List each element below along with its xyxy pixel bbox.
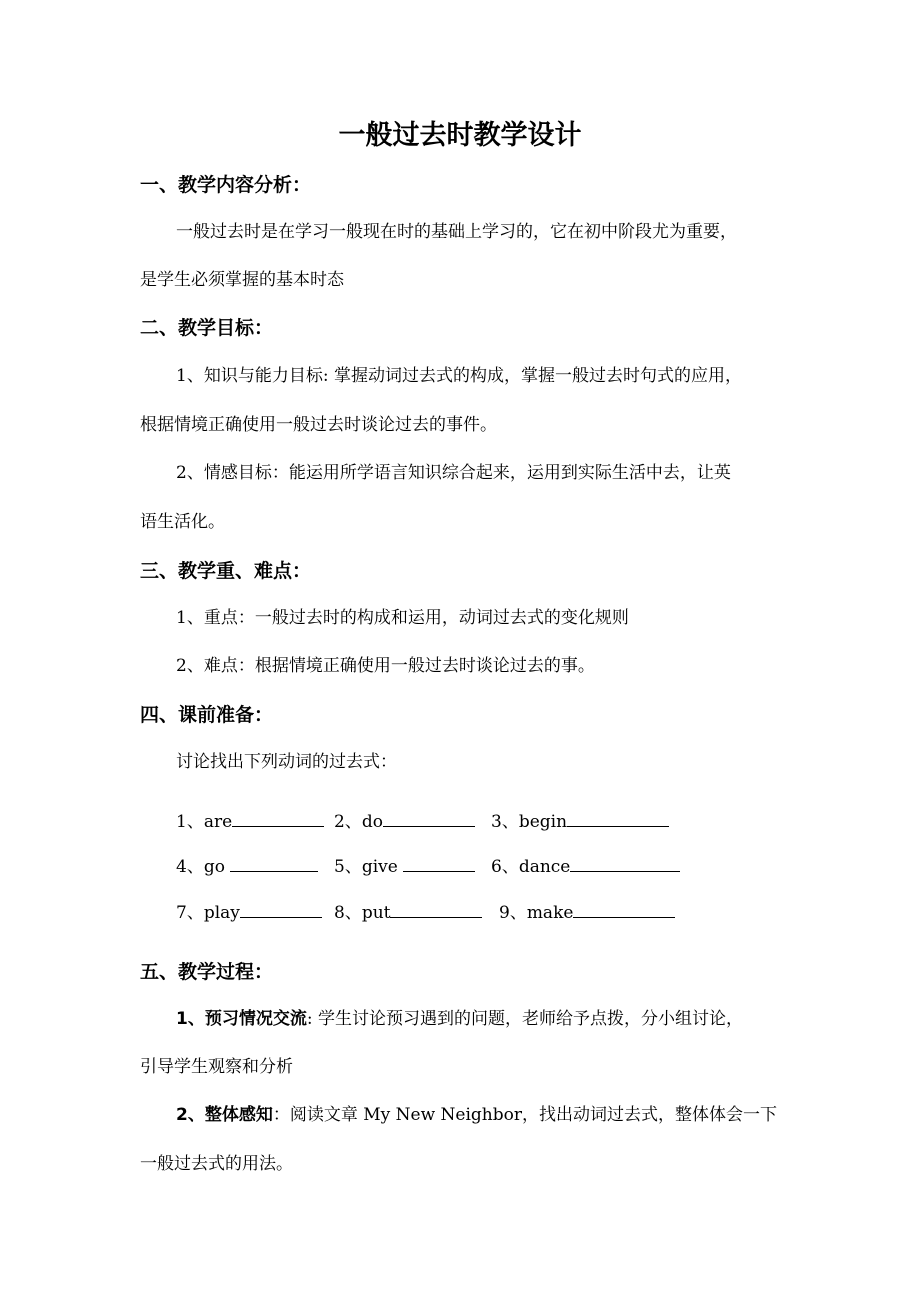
objective-item-2: 2、情感目标：能运用所学语言知识综合起来，运用到实际生活中去，让英 <box>176 463 731 483</box>
paragraph-line: 一般过去时是在学习一般现在时的基础上学习的，它在初中阶段尤为重要， <box>176 222 737 242</box>
exercise-intro: 讨论找出下列动词的过去式： <box>176 752 397 772</box>
exercise-item <box>334 808 475 836</box>
process-step-1-cont: 引导学生观察和分析 <box>140 1057 293 1077</box>
exercise-label: 4、go <box>176 857 225 877</box>
process-step-2-cont: 一般过去式的用法。 <box>140 1154 293 1174</box>
process-step-1 <box>176 1005 743 1033</box>
answer-blank[interactable] <box>567 808 669 827</box>
exercise-label: 8、put <box>334 903 391 923</box>
step-label: 2、整体感知 <box>176 1105 273 1125</box>
answer-blank[interactable] <box>240 899 322 918</box>
exercise-item <box>334 899 482 927</box>
objective-item-2-cont: 语生活化。 <box>140 512 225 532</box>
process-step-2 <box>176 1101 777 1129</box>
exercise-item <box>334 853 475 881</box>
section-heading-content-analysis: 一、教学内容分析： <box>140 174 312 196</box>
section-heading-objectives: 二、教学目标： <box>140 317 274 339</box>
exercise-label: 1、are <box>176 812 233 832</box>
paragraph-line: 是学生必须掌握的基本时态 <box>140 270 344 290</box>
answer-blank[interactable] <box>383 808 475 827</box>
step-text: : 学生讨论预习遇到的问题，老师给予点拨，分小组讨论， <box>306 1009 743 1029</box>
answer-blank[interactable] <box>230 853 318 872</box>
exercise-item <box>176 899 322 927</box>
exercise-label: 5、give <box>334 857 398 877</box>
objective-item-1-cont: 根据情境正确使用一般过去时谈论过去的事件。 <box>140 415 497 435</box>
answer-blank[interactable] <box>232 808 324 827</box>
answer-blank[interactable] <box>403 853 475 872</box>
exercise-item <box>491 808 669 836</box>
exercise-label: 6、dance <box>491 857 571 877</box>
step-text: ：阅读文章 My New Neighbor，找出动词过去式，整体体会一下 <box>272 1105 777 1125</box>
section-heading-process: 五、教学过程： <box>140 961 274 983</box>
step-label: 1、预习情况交流 <box>176 1009 307 1029</box>
exercise-item <box>499 899 675 927</box>
difficulty-item: 2、难点：根据情境正确使用一般过去时谈论过去的事。 <box>176 656 595 676</box>
answer-blank[interactable] <box>573 899 675 918</box>
answer-blank[interactable] <box>570 853 680 872</box>
exercise-label: 2、do <box>334 812 383 832</box>
section-heading-key-points: 三、教学重、难点： <box>140 560 312 582</box>
exercise-label: 9、make <box>499 903 574 923</box>
exercise-item <box>176 853 318 881</box>
exercise-item <box>176 808 324 836</box>
exercise-label: 3、begin <box>491 812 568 832</box>
key-point-item: 1、重点：一般过去时的构成和运用，动词过去式的变化规则 <box>176 608 629 628</box>
exercise-label: 7、play <box>176 903 240 923</box>
page-title: 一般过去时教学设计 <box>338 120 582 151</box>
section-heading-preparation: 四、课前准备： <box>140 704 274 726</box>
answer-blank[interactable] <box>390 899 482 918</box>
exercise-item <box>491 853 680 881</box>
objective-item-1: 1、知识与能力目标: 掌握动词过去式的构成，掌握一般过去时句式的应用， <box>176 366 742 386</box>
